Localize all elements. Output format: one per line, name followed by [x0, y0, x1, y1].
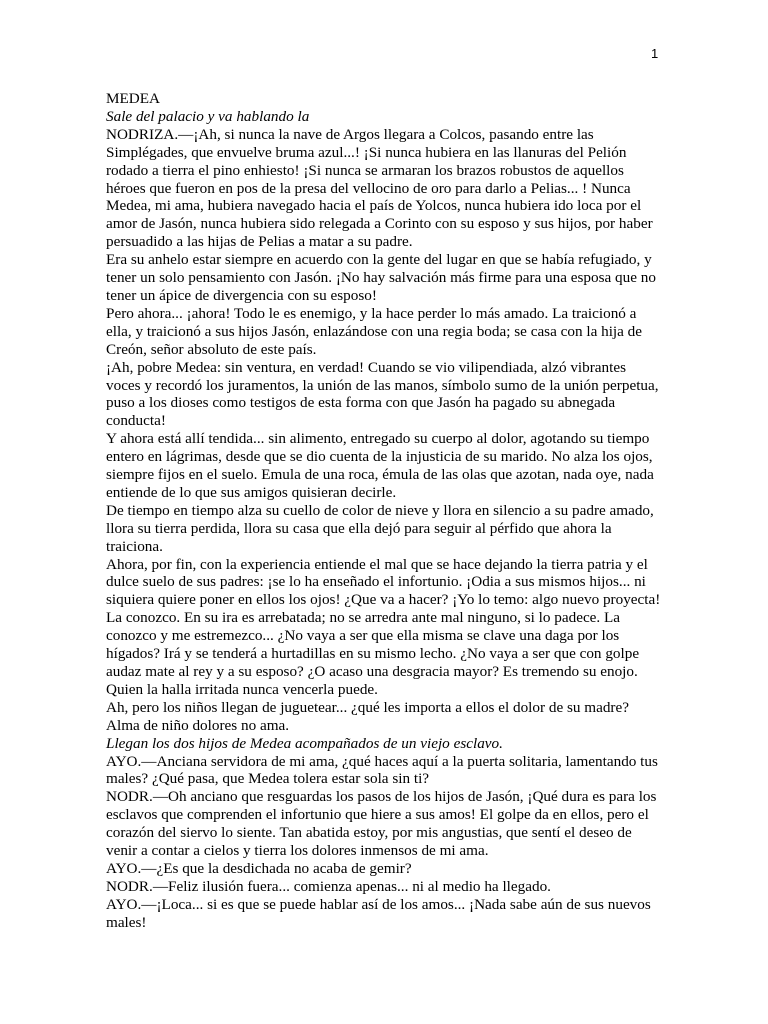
- text-line: conozco y me estremezco... ¿No vaya a ser que ella misma se clave una daga por los: [106, 627, 620, 645]
- text-line: esclavos que comprenden el infortunio que hiere a sus amos! El golpe da en ellos, pero el: [106, 806, 649, 824]
- text-line: AYO.—¿Es que la desdichada no acaba de gemir?: [106, 859, 412, 877]
- text-line: héroes que fueron en pos de la presa del vellocino de oro para darlo a Pelias... ! Nunca: [106, 179, 631, 197]
- text-line: entiende de lo que sus amigos quisieran decirle.: [106, 483, 397, 501]
- text-line: amor de Jasón, nunca hubiera sido relegada a Corinto con su esposo y sus hijos, por haber: [106, 215, 653, 233]
- text-line: puso a los dioses como testigos de esta forma con que Jasón ha pagado su abnegada: [106, 394, 616, 412]
- text-line: AYO.—¡Loca... si es que se puede hablar así de los amos... ¡Nada sabe aún de sus nuevos: [106, 895, 651, 913]
- text-line: tener un solo pensamiento con Jasón. ¡No hay salvación más firme para una esposa que no: [106, 269, 656, 287]
- page-number: 1: [651, 46, 659, 61]
- text-line: audaz mate al rey y a su esposo? ¿O acaso una desgracia mayor? Es tremendo su enojo.: [106, 663, 638, 680]
- text-line: Ah, pero los niños llegan de juguetear... ¿qué les importa a ellos el dolor de su madre?: [106, 698, 629, 716]
- text-line: males? ¿Qué pasa, que Medea tolera estar sola sin ti?: [106, 770, 430, 788]
- text-line: La conozco. En su ira es arrebatada; no se arredra ante mal ninguno, si lo padece. La: [106, 609, 621, 627]
- text-line: males!: [106, 913, 147, 931]
- text-line: traiciona.: [106, 537, 163, 555]
- text-line: Creón, señor absoluto de este país.: [106, 340, 317, 358]
- stage-direction-line: Llegan los dos hijos de Medea acompañados de un viejo esclavo.: [106, 734, 503, 752]
- text-line: conducta!: [106, 412, 166, 430]
- text-line: dulce suelo de sus padres: ¡se lo ha enseñado el infortunio. ¡Odia a sus mismos hijos... ni: [106, 573, 646, 591]
- text-line: ¡Ah, pobre Medea: sin ventura, en verdad! Cuando se vio vilipendiada, alzó vibrantes: [106, 358, 627, 376]
- text-line: corazón del siervo lo siente. Tan abatida estoy, por mis angustias, que sentí el deseo de: [106, 824, 632, 842]
- text-line: hígados? Irá y se tenderá a hurtadillas en su mismo lecho. ¿No vaya a ser que con golpe: [106, 645, 640, 663]
- text-line: MEDEA: [106, 90, 160, 107]
- text-line: ella, y traicionó a sus hijos Jasón, enlazándose con una regia boda; se casa con la hija de: [106, 322, 643, 340]
- text-line: Simplégades, que envuelve bruma azul...! ¡Si nunca hubiera en las llanuras del Pelión: [106, 143, 627, 161]
- text-line: Quien la halla irritada nunca vencerla puede.: [106, 680, 378, 698]
- text-line: voces y recordó los juramentos, la unión de las manos, símbolo sumo de la unión perpetua,: [106, 376, 659, 394]
- text-line: Y ahora está allí tendida... sin alimento, entregado su cuerpo al dolor, agotando su tiempo: [106, 430, 650, 448]
- stage-direction-line: Sale del palacio y va hablando la: [106, 107, 310, 125]
- text-line: AYO.—Anciana servidora de mi ama, ¿qué haces aquí a la puerta solitaria, lamentando tus: [106, 752, 658, 770]
- text-line: entero en lágrimas, desde que se dio cuenta de la injusticia de su marido. No alza los ojos,: [106, 448, 653, 466]
- text-line: persuadido a las hijas de Pelias a matar a su padre.: [106, 233, 413, 251]
- text-line: tener un ápice de divergencia con su esposo!: [106, 286, 377, 304]
- text-line: siempre fijos en el suelo. Emula de una roca, émula de las olas que azotan, nada oye, nada: [106, 466, 654, 484]
- text-line: Medea, mi ama, hubiera navegado hacia el país de Yolcos, nunca hubiera ido loca por el: [106, 197, 642, 215]
- text-line: NODR.—Oh anciano que resguardas los pasos de los hijos de Jasón, ¡Qué dura es para los: [106, 788, 657, 806]
- text-line: NODR.—Feliz ilusión fuera... comienza apenas... ni al medio ha llegado.: [106, 877, 551, 895]
- text-line: rodado a tierra el pino enhiesto! ¡Si nunca se armaran los brazos robustos de aquellos: [106, 161, 624, 179]
- text-line: llora su tierra perdida, llora su casa que ella dejó para seguir al pérfido que ahora la: [106, 519, 612, 537]
- document-text: [106, 90, 661, 932]
- text-line: NODRIZA.—¡Ah, si nunca la nave de Argos llegara a Colcos, pasando entre las: [106, 125, 594, 143]
- text-line: siquiera quiere poner en ellos los ojos! ¿Que va a hacer? ¡Yo lo temo: algo nuevo proyecta!: [106, 591, 661, 609]
- text-line: Alma de niño dolores no ama.: [106, 716, 290, 734]
- text-line: venir a contar a cielos y tierra los dolores inmensos de mi ama.: [106, 842, 489, 860]
- text-line: Ahora, por fin, con la experiencia entiende el mal que se hace dejando la tierra patria y el: [106, 555, 648, 573]
- text-line: Era su anhelo estar siempre en acuerdo con la gente del lugar en que se había refugiado, y: [106, 251, 652, 269]
- text-line: Pero ahora... ¡ahora! Todo le es enemigo, y la hace perder lo más amado. La traicionó a: [106, 304, 637, 322]
- text-line: De tiempo en tiempo alza su cuello de color de nieve y llora en silencio a su padre amado,: [106, 501, 654, 519]
